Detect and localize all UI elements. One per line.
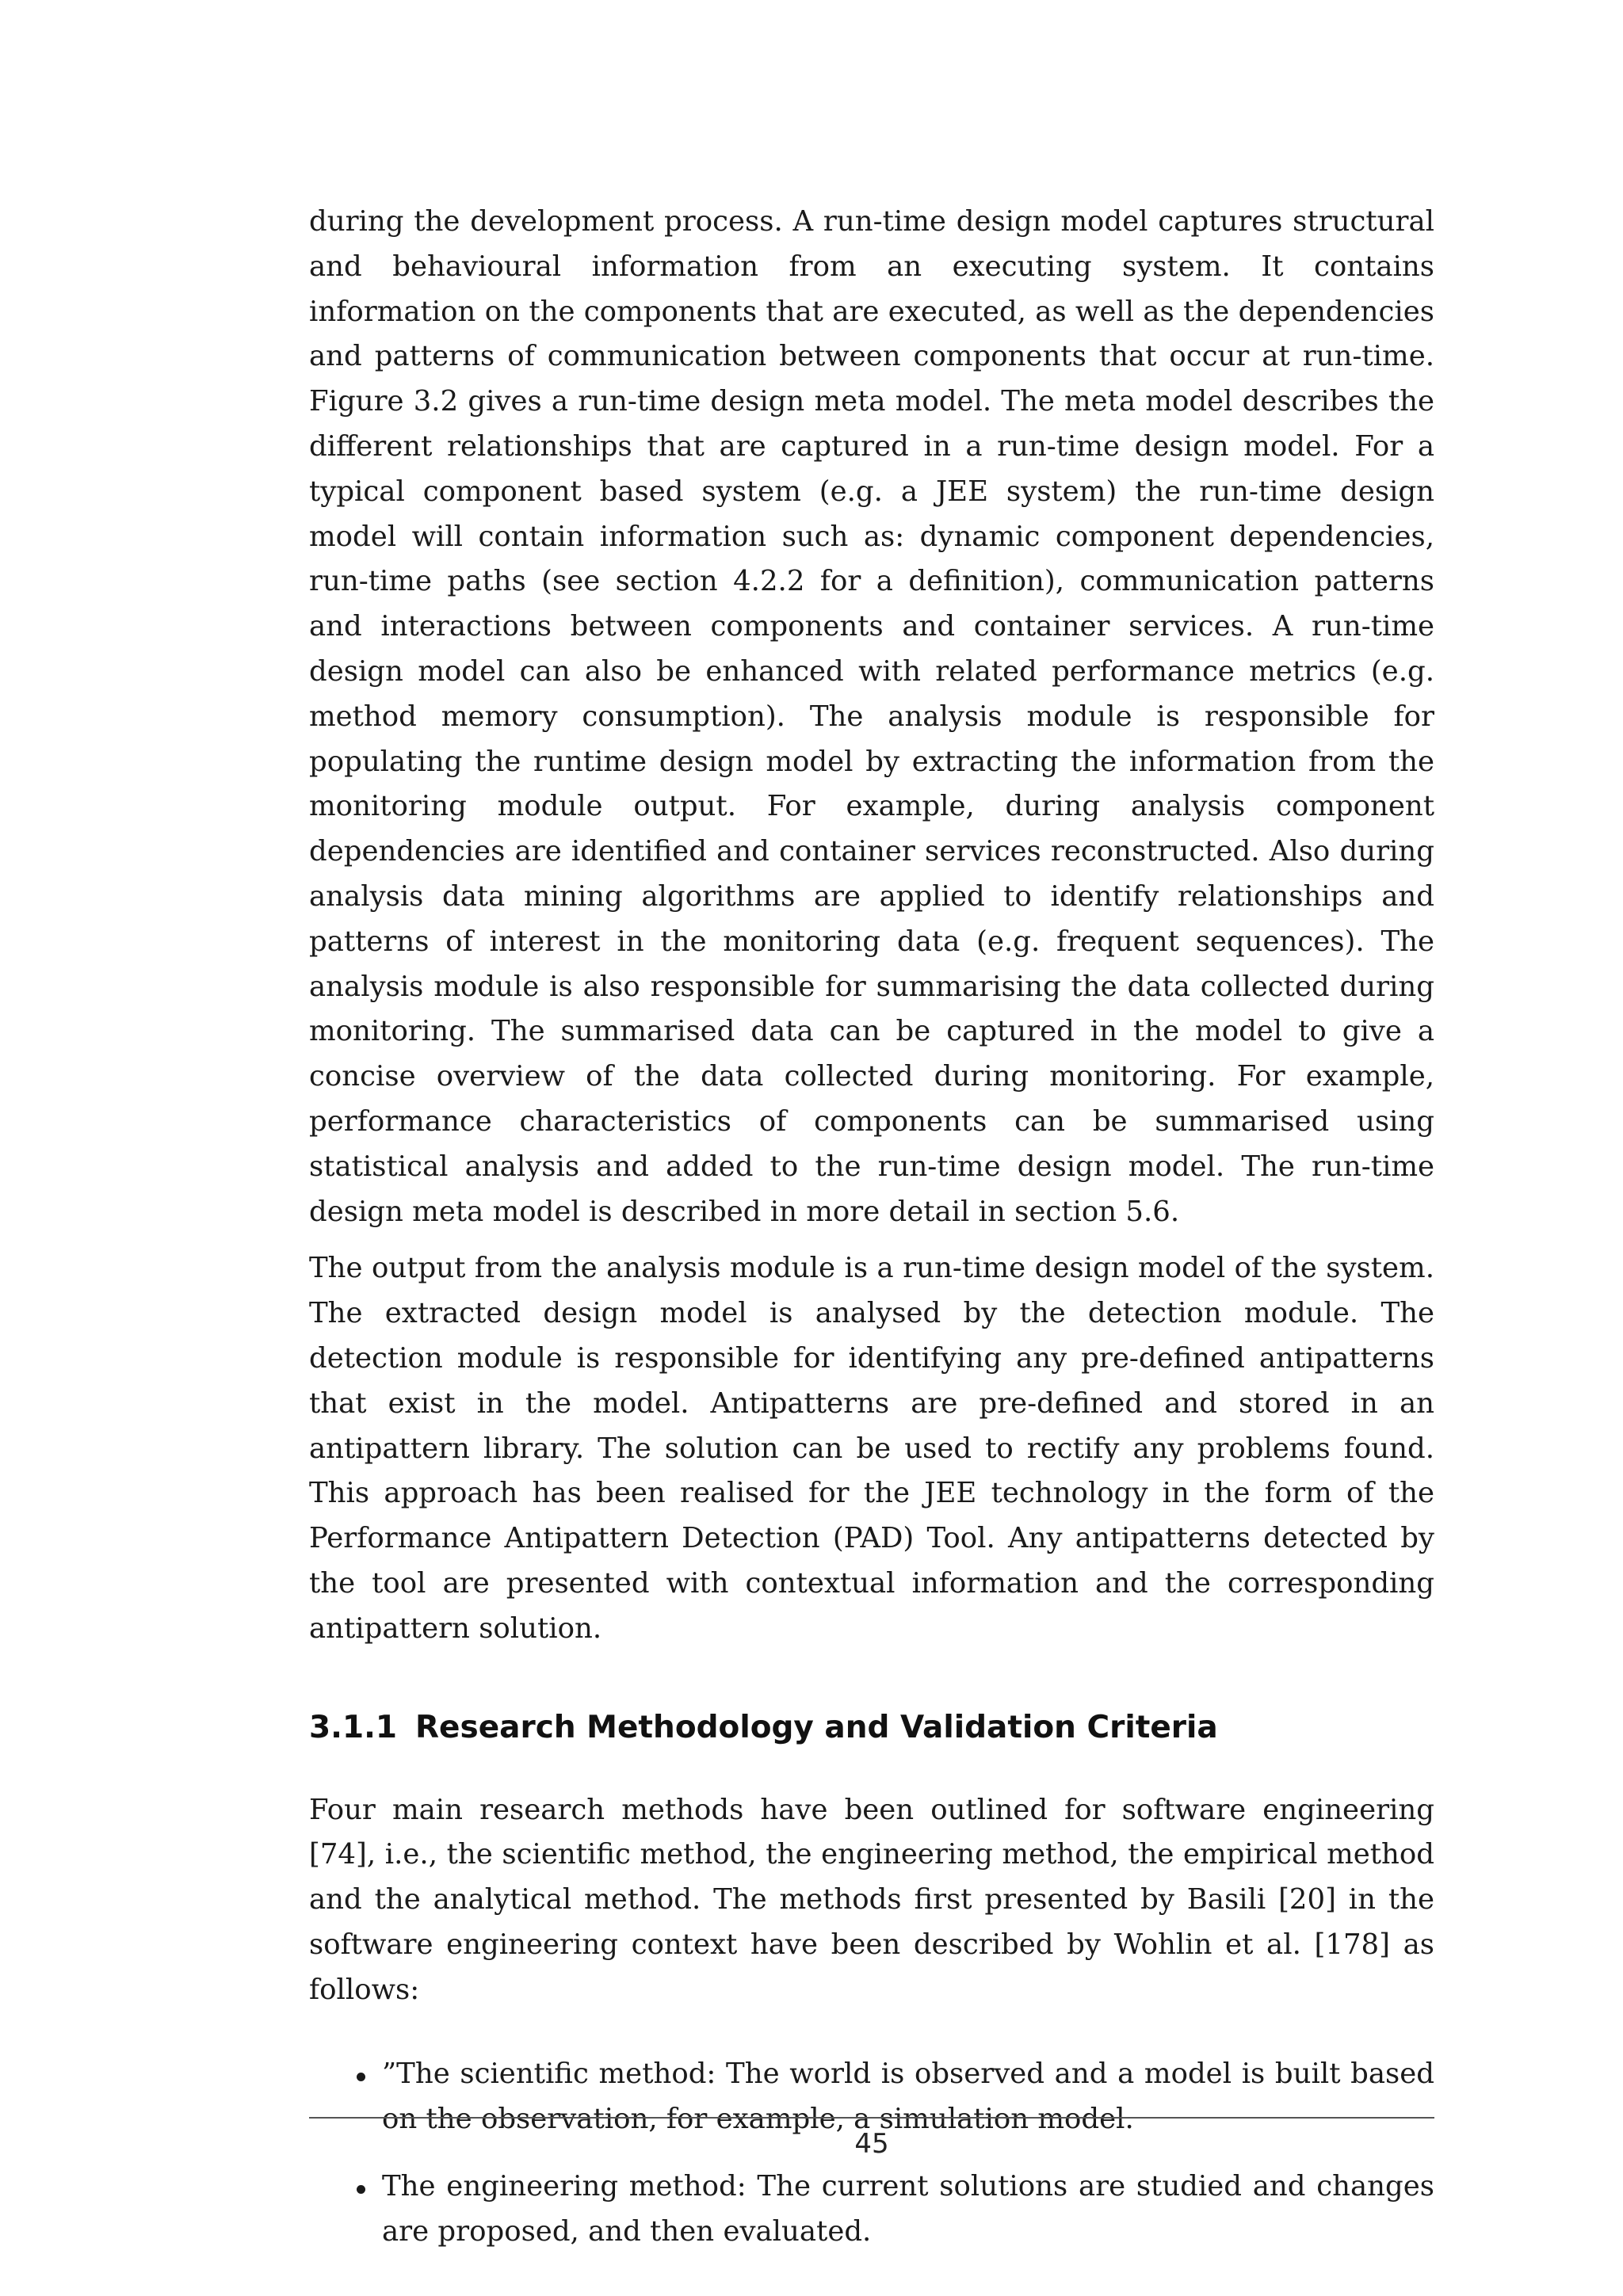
body-paragraph: during the development process. A run-time design model captures structural and behavioural information from an executing system. It contains information on the components that are executed, as well as the dependencies and patterns of communication between components that occur at run-time. Figure 3.2 gives a run-time design meta model. The meta model describes the different relationships that are captured in a run-time design model. For a typical component based system (e.g. a JEE system) the run-time design model will contain information such as: dynamic component dependencies, run-time paths (see section 4.2.2 for a definition), communication patterns and interactions between components and container services. A run-time design model can also be enhanced with related performance metrics (e.g. method memory consumption). The analysis module is responsible for populating the runtime design model by extracting the information from the monitoring module output. For example, during analysis component dependencies are identified and container services reconstructed. Also during analysis data mining algorithms are applied to identify relationships and patterns of interest in the monitoring data (e.g. frequent sequences). The analysis module is also responsible for summarising the data collected during monitoring. The summarised data can be captured in the model to give a concise overview of the data collected during monitoring. For example, performance characteristics of components can be summarised using statistical analysis and added to the run-time design model. The run-time design meta model is described in more detail in section 5.6. [309,205,1434,1228]
list-item-text: ”The scientific method: The world is observed and a model is built based on the observation, for example, a simulation model. [382,2058,1434,2136]
list-item [309,2164,1434,2255]
list-item-text: The engineering method: The current solutions are studied and changes are proposed, and then evaluated. [382,2170,1434,2248]
bullet-icon [357,2185,365,2194]
body-paragraph: The output from the analysis module is a run-time design model of the system. The extracted design model is analysed by the detection module. The detection module is responsible for identifying any pre-defined antipatterns that exist in the model. Antipatterns are pre-defined and stored in an antipattern library. The solution can be used to rectify any problems found. This approach has been realised for the JEE technology in the form of the Performance Antipattern Detection (PAD) Tool. Any antipatterns detected by the tool are presented with contextual information and the corresponding antipattern solution. [309,1252,1434,1645]
section-title: Research Methodology and Validation Criteria [415,1709,1218,1745]
section-number: 3.1.1 [309,1709,398,1745]
page-body [309,200,1434,2277]
page-number: 45 [854,2128,889,2160]
footer-rule [309,2117,1434,2119]
section-heading [309,1709,1434,1747]
section-intro-paragraph: Four main research methods have been outlined for software engineering [74], i.e., the scientific method, the engineering method, the empirical method and the analytical method. The methods first presented by Basili [20] in the software engineering context have been described by Wohlin et al. [178] as follows: [309,1793,1434,2006]
bullet-icon [357,2073,365,2081]
